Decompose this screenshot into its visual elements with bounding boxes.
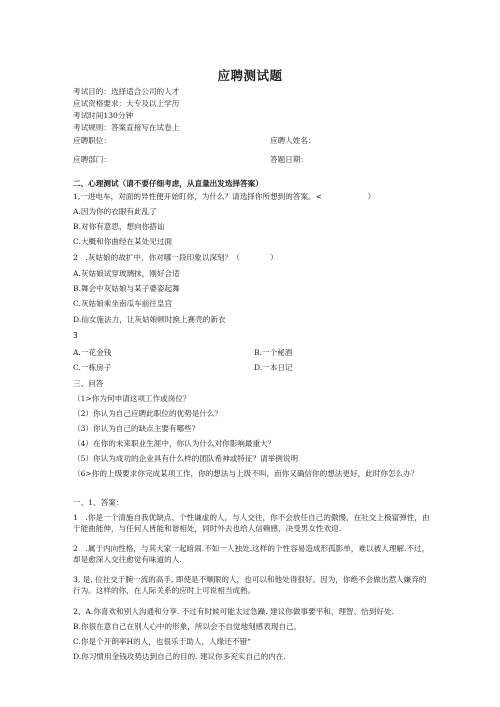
- form-department-label: 应聘部门：: [73, 155, 111, 164]
- q2-option-d: D.仙女施法力，让灰姑娘顿时换上赛壳的新衣: [73, 315, 226, 324]
- section2-heading: 二、心理测试（请不要仔细考虑，从直量出发选择答案）: [73, 179, 263, 188]
- q3-option-c: C.一栋房子: [73, 363, 112, 372]
- answer-q2-line-a: 2、A.你喜欢和别人沟通和分享. 不过有时候可能太过急躁. 建议你做事要平和、理智、恰到好处.: [73, 607, 394, 616]
- intro-line-qualification: 应试资格要求：大专及以上学历: [73, 99, 180, 108]
- q2-option-b: B.舞会中灰姑娘与某子婆姿起舞: [73, 284, 180, 293]
- q1-text: 1,一进电车，对面的异性便开始盯你，为什么？请选择你所想到的答案。< ）: [73, 192, 376, 201]
- section3-item-5: （5）你认为成功的企业具有什么样的团队希神或特征？请举例说明: [73, 454, 299, 463]
- answer-q2-line-d: D.你习惯用金钱攻势达到自己的目的. 建议你多充实自己的内在.: [73, 652, 286, 661]
- q1-option-a: A.因为你的衣眼有此乱了: [73, 207, 157, 216]
- page-title: 应聘测试题: [217, 68, 283, 83]
- intro-line-time: 考试时间130分钟: [73, 111, 134, 120]
- section3-item-2: （2）你认为自己应聘此职位的优势是什么？: [73, 409, 223, 418]
- q3-number: 3: [73, 331, 78, 340]
- answer-q2-line-b: B.你很在意自己在别人心中的形象，所以会不自觉地刻感表现自己。: [73, 622, 302, 631]
- section3-item-6: （6>你的上级要求你完成某项工作，你的想法与上级不叫，而你又确信你的想法更好，此时你怎么办？: [73, 469, 419, 478]
- q2-option-c: C.灰姑娘乘坐南瓜车前往皇宫: [73, 299, 173, 308]
- q3-option-a: A.一花金钱: [73, 348, 112, 357]
- intro-line-purpose: 考试目的：选择适合公司的人才: [73, 87, 180, 96]
- q1-option-c: C.大概和你曲经在某处见过面: [73, 237, 173, 246]
- q2-text: 2 .灰姑娘的故扩中，你对哪一段印象以深刻？（ ）: [73, 253, 278, 262]
- form-position-label: 应聘职位：: [73, 136, 111, 145]
- section3-item-3: （3）你认为自己的缺点主要有哪些？: [73, 424, 200, 433]
- answer-q2-line-c: C.你是个开朗率H的人，也很乐于助人，人缘还不错“: [73, 637, 251, 646]
- answer-paragraph-1: 1 .你是一个清施自我优缺点、个性谦虚的人，与人交往，你不会放任自己的傲慢，在社交上极富弹性，由于能曲能伸，与任何人皆能和谐相处，同时外去也给人信赖感，决受男女性欢迎.: [73, 513, 430, 533]
- form-name-label: 应聘人姓名：: [270, 136, 316, 145]
- q3-option-b: B.一个秘酒: [254, 348, 293, 357]
- section3-item-1: （1>你为何申请这项工作或岗位？: [73, 394, 191, 403]
- section3-item-4: （4）在你的未来职业生涯中，你认为什么对你影响最重大？: [73, 439, 276, 448]
- answers-heading: 一、1、答案：: [73, 498, 124, 507]
- section3-heading: 三、问答: [73, 379, 104, 388]
- answer-paragraph-2: 2 .属于内向性格，与其大家一起暗闹.不如一人独处.这样的个性容易造成形孤影单，难以被人理解.不过，却是愈深入交往愈觉有味道的人.: [73, 544, 430, 564]
- q1-option-b: B.对你有意思，想向你搭讪: [73, 222, 165, 231]
- q3-option-d: D.一本日记: [254, 363, 293, 372]
- intro-line-rules: 考试规则：答案直接写在试卷上: [73, 123, 180, 132]
- answer-paragraph-3: 3, 是, 位社交于腕一流的高手, 即使是不顺眼的人，也可以和他处得很好。因为，你绝不会做出惹人嫌弃的行为。这样的你，在人际关系的应时上可说相当成熟。: [73, 575, 427, 595]
- form-date-label: 答题日期：: [270, 155, 308, 164]
- q2-option-a: A.灰姑娘试穿玻璃抹，刚好合适: [73, 269, 180, 278]
